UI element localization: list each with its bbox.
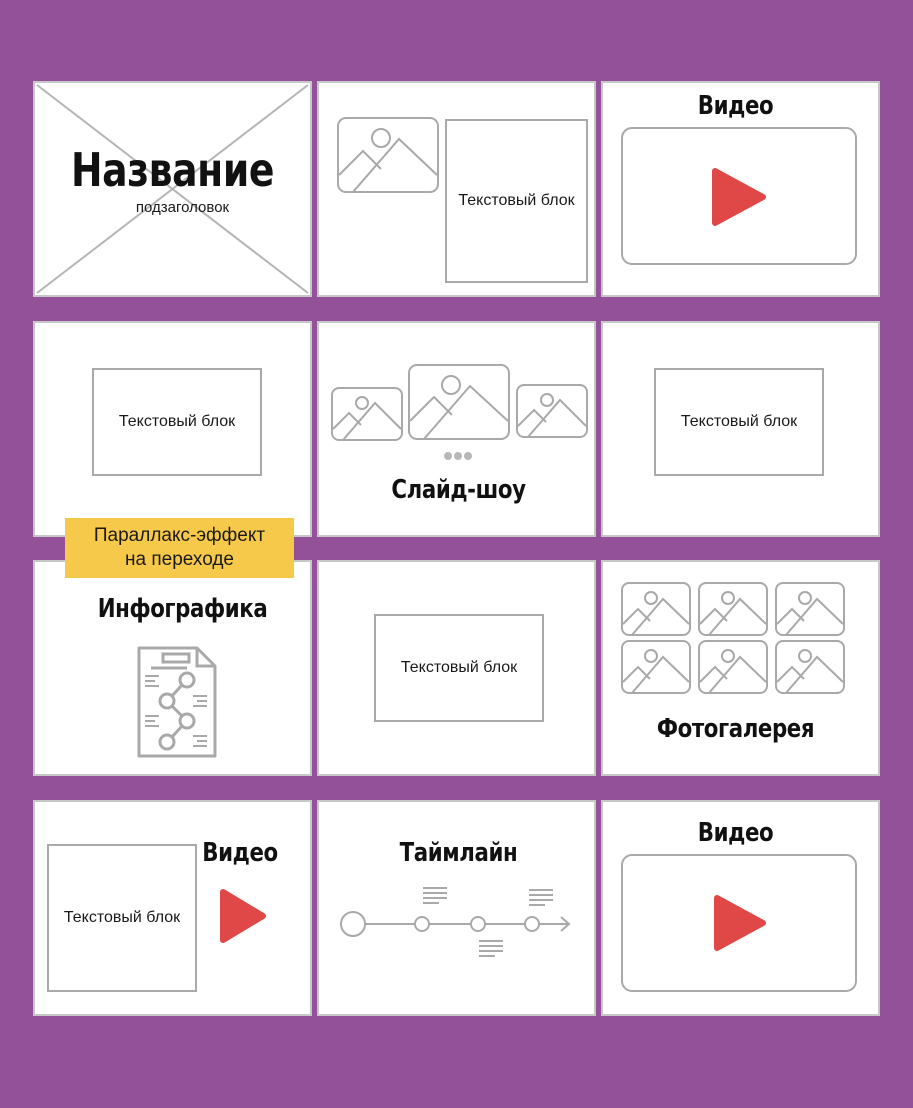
text-block: Текстовый блок — [92, 368, 262, 476]
panel-text-3 — [317, 560, 596, 776]
infographic-icon — [135, 646, 219, 758]
image-placeholder-icon — [699, 583, 767, 635]
video-title: Видео — [697, 91, 774, 121]
parallax-badge-line1: Параллакс-эффект — [93, 525, 266, 546]
image-placeholder-icon — [622, 641, 690, 693]
text-block: Текстовый блок — [47, 844, 197, 992]
photo-gallery-grid[interactable] — [621, 582, 849, 698]
video-title: Видео — [202, 838, 278, 868]
slideshow-title: Слайд-шоу — [391, 475, 526, 505]
panel-gallery — [601, 560, 880, 776]
panel-text-video — [33, 800, 312, 1016]
panel-image-text — [317, 81, 596, 297]
panel-title — [33, 81, 312, 297]
slideshow-images[interactable] — [331, 363, 589, 443]
video-player[interactable] — [621, 854, 857, 992]
image-placeholder-icon — [517, 385, 587, 437]
video-player[interactable] — [621, 127, 857, 265]
timeline-icon — [339, 884, 575, 960]
timeline-title: Таймлайн — [399, 838, 518, 868]
text-block: Текстовый блок — [374, 614, 544, 722]
panel-timeline — [317, 800, 596, 1016]
slider-dots-icon[interactable] — [443, 451, 473, 461]
page-subtitle: подзаголовок — [135, 199, 230, 216]
panel-slideshow — [317, 321, 596, 537]
panel-text-1 — [33, 321, 312, 537]
parallax-badge — [65, 518, 294, 578]
image-placeholder-icon — [332, 388, 402, 440]
panel-video-2 — [601, 800, 880, 1016]
page-title: Название — [70, 143, 275, 197]
infographic-title: Инфографика — [97, 594, 268, 624]
image-placeholder-icon — [337, 117, 439, 193]
panel-infographic — [33, 560, 312, 776]
video-title: Видео — [697, 818, 774, 848]
text-block: Текстовый блок — [654, 368, 824, 476]
panel-text-2 — [601, 321, 880, 537]
image-placeholder-icon — [699, 641, 767, 693]
image-placeholder-icon — [776, 583, 844, 635]
play-icon[interactable] — [215, 886, 271, 946]
panel-video — [601, 81, 880, 297]
image-placeholder-icon — [622, 583, 690, 635]
text-block: Текстовый блок — [445, 119, 588, 283]
parallax-badge-line2: на переходе — [125, 549, 234, 570]
gallery-title: Фотогалерея — [656, 714, 815, 744]
image-placeholder-icon — [409, 365, 509, 439]
image-placeholder-icon — [776, 641, 844, 693]
